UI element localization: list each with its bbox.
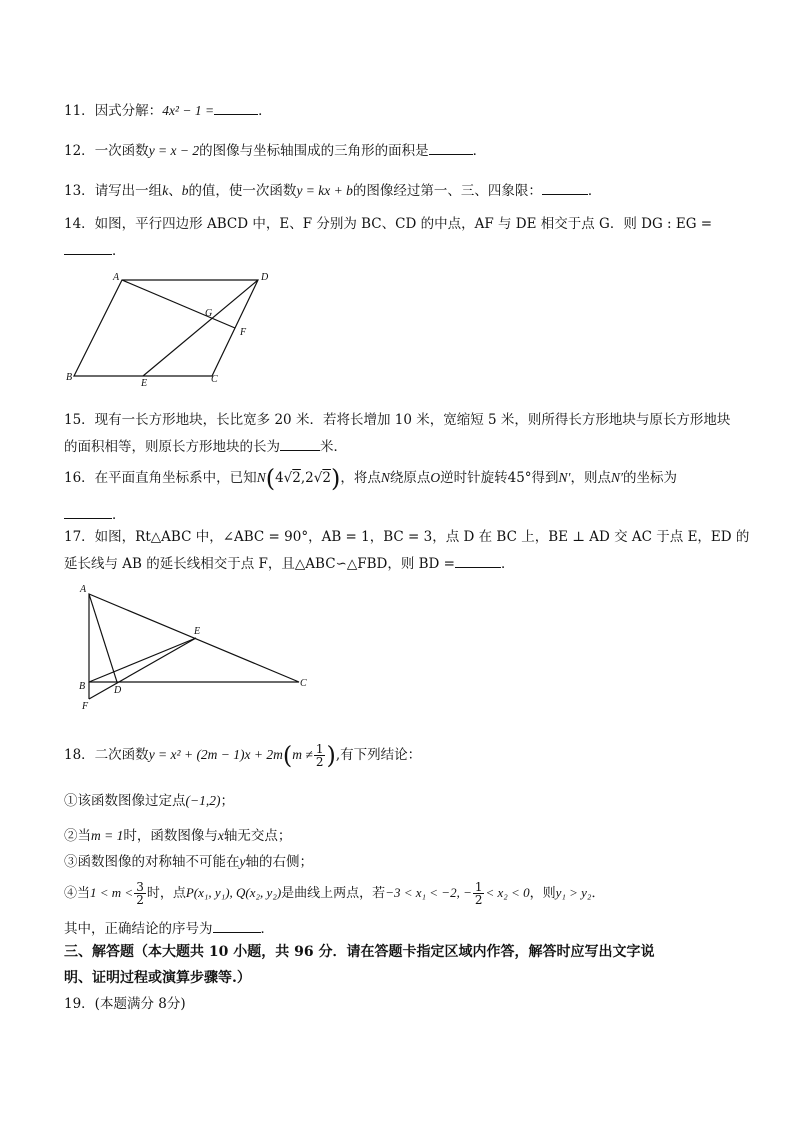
label-c: C: [211, 374, 218, 385]
answer-blank[interactable]: [455, 553, 501, 568]
question-number: 11．: [64, 103, 95, 119]
question-text: 17．如图，Rt△ABC 中，∠ABC = 90°，AB = 1，BC = 3，点 D 在 BC 上，BE ⊥ AD 交 AC 于点 E，ED 的: [64, 529, 750, 545]
label-f: F: [82, 701, 89, 712]
question-19: 19．(本题满分 8分): [64, 996, 186, 1012]
question-16: 16．在平面直角坐标系中，已知N(4√2,2√2)，将点N绕原点O逆时针旋转45°得到N′，则点N′的坐标为: [64, 464, 677, 493]
answer-blank[interactable]: [214, 100, 258, 115]
parallelogram-abcd: [74, 280, 258, 376]
segment-af: [122, 280, 235, 328]
question-15-line2: 的面积相等，则原长方形地块的长为 米．: [64, 436, 734, 457]
label-g: G: [205, 308, 213, 319]
fraction: $\frac{1}{2}$: [315, 742, 324, 769]
conclusion-1: ①该函数图像过定点(−1,2)；: [64, 793, 234, 809]
parallelogram-figure: [60, 268, 290, 388]
conclusion-3: ③函数图像的对称轴不可能在y轴的右侧；: [64, 854, 313, 870]
section-3-heading: 三、解答题（本大题共 10 小题，共 96 分．请在答题卡指定区域内作答，解答时应写出文字说: [64, 944, 655, 960]
label-a: A: [80, 584, 87, 595]
label-a: A: [113, 272, 120, 283]
label-d: D: [261, 272, 269, 283]
question-number: 12．: [64, 143, 95, 159]
question-11: 11．因式分解：4x² − 1 = ．: [64, 100, 734, 121]
question-15: [64, 410, 734, 430]
answer-blank[interactable]: [429, 140, 473, 155]
label-d: D: [114, 685, 122, 696]
conclusion-2: ②当m = 1时，函数图像与x轴无交点；: [64, 828, 292, 844]
question-number: 13．: [64, 183, 95, 199]
answer-blank[interactable]: [280, 436, 320, 451]
answer-blank[interactable]: [64, 240, 112, 255]
math-expression: y = kx + b: [296, 183, 353, 198]
answer-blank[interactable]: [64, 504, 112, 519]
label-e: E: [141, 378, 148, 389]
label-b: B: [79, 681, 86, 692]
segment-ad: [89, 594, 117, 682]
math-expression: y = x² + (2m − 1)x + 2m: [148, 747, 283, 762]
question-18-answer: 其中，正确结论的序号为 ．: [64, 918, 734, 939]
answer-blank[interactable]: [542, 180, 588, 195]
question-18: 18．二次函数y = x² + (2m − 1)x + 2m(m ≠ $\frac{1}{2}$ ),有下列结论：: [64, 741, 422, 770]
question-17-line2: 延长线与 AB 的延长线相交于点 F，且△ABC∽△FBD，则 BD = ．: [64, 553, 734, 574]
section-3-heading-line2: 明、证明过程或演算步骤等.）: [64, 970, 251, 986]
segment-ef: [89, 638, 196, 699]
label-f: F: [240, 327, 247, 338]
right-triangle-figure: [74, 582, 314, 712]
question-17: [64, 527, 750, 547]
math-expression: y = x − 2: [148, 143, 200, 158]
conclusion-4: ④当1 < m < $\frac{3}{2}$ 时，点P(x₁, y₁), Q(x₂, y₂)是曲线上两点，若−3 < x₁ < −2, − $\frac{1}{2}$ < x₂ < 0，则y₁ > y₂．: [64, 880, 605, 907]
label-b: B: [66, 372, 73, 383]
question-14-blank-line: ．: [64, 240, 734, 261]
answer-blank[interactable]: [213, 918, 261, 933]
question-16-blank-line: ．: [64, 504, 734, 525]
question-text: 15．现有一长方形地块，长比宽多 20 米．若将长增加 10 米，宽缩短 5 米，则所得长方形地块与原长方形地块: [64, 412, 731, 428]
question-13: 13．请写出一组k、b的值，使一次函数y = kx + b的图像经过第一、三、四象限： ．: [64, 180, 734, 201]
question-12: 12．一次函数y = x − 2的图像与坐标轴围成的三角形的面积是 ．: [64, 140, 734, 161]
question-text: 14．如图，平行四边形 ABCD 中，E、F 分别为 BC、CD 的中点，AF 与 DE 相交于点 G．则 DG : EG =: [64, 216, 713, 232]
question-text: 因式分解：: [94, 103, 163, 119]
math-expression: 4x² − 1 =: [162, 103, 215, 118]
question-14: [64, 214, 734, 234]
label-c: C: [300, 678, 307, 689]
label-e: E: [194, 626, 201, 637]
